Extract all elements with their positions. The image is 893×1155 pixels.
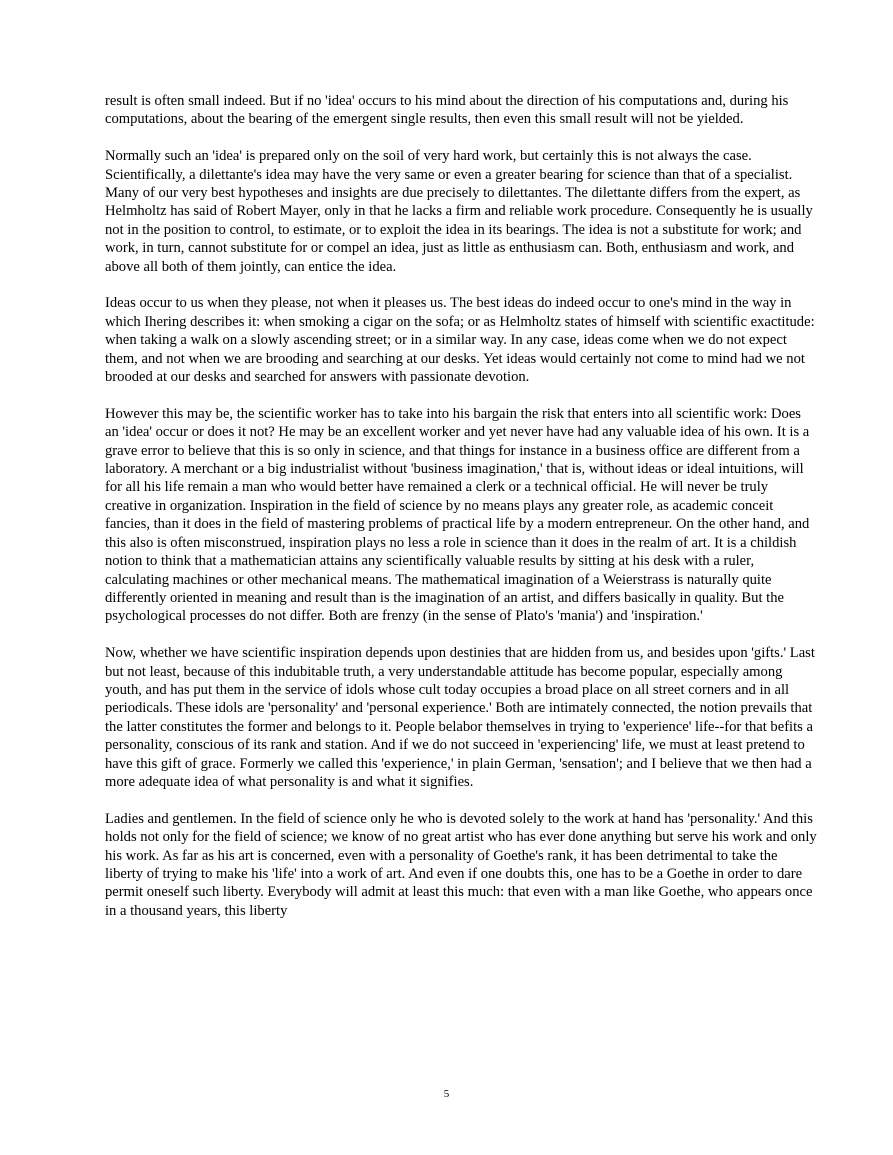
page-number: 5 [443,1088,450,1100]
paragraph-1: result is often small indeed. But if no 'idea' occurs to his mind about the direction of his computations and, during his computations, about the bearing of the emergent single results, then even this small result will not be yielded. [105,93,789,128]
document-body [105,92,817,939]
paragraph-6: Ladies and gentlemen. In the field of science only he who is devoted solely to the work at hand has 'personality.' And this holds not only for the field of science; we know of no great artist who has ever done anything but serve his work and only his work. As far as his art is concerned, even with a personality of Goethe's rank, it has been detrimental to take the liberty of trying to make his 'life' into a work of art. And even if one doubts this, one has to be a Goethe in order to dare permit oneself such liberty. Everybody will admit at least this much: that even with a man like Goethe, who appears once in a thousand years, this liberty [105,810,817,919]
paragraph-4: However this may be, the scientific worker has to take into his bargain the risk that enters into all scientific work: Does an 'idea' occur or does it not? He may be an excellent worker and yet never have had any valuable idea of his own. It is a grave error to believe that this is so only in science, and that things for instance in a business office are different from a laboratory. A merchant or a big industrialist without 'business imagination,' that is, without ideas or ideal intuitions, will for all his life remain a man who would better have remained a clerk or a technical official. He will never be truly creative in organization. Inspiration in the field of science by no means plays any greater role, as academic conceit fancies, than it does in the field of mastering problems of practical life by a modern entrepreneur. On the other hand, and this also is often misconstrued, inspiration plays no less a role in science than it does in the realm of art. It is a childish notion to think that a mathematician attains any scientifically valuable results by sitting at his desk with a ruler, calculating machines or other mechanical means. The mathematical imagination of a Weierstrass is naturally quite differently oriented in meaning and result than is the imagination of an artist, and differs basically in quality. But the psychological processes do not differ. Both are frenzy (in the sense of Plato's 'mania') and 'inspiration.' [105,405,810,625]
paragraph-2: Normally such an 'idea' is prepared only on the soil of very hard work, but certainly this is not always the case. Scientifically, a dilettante's idea may have the very same or even a greater bearing for science than that of a specialist. Many of our very best hypotheses and insights are due precisely to dilettantes. The dilettante differs from the expert, as Helmholtz has said of Robert Mayer, only in that he lacks a firm and reliable work procedure. Consequently he is usually not in the position to control, to estimate, or to exploit the idea in its bearings. The idea is not a substitute for work; and work, in turn, cannot substitute for or compel an idea, just as little as enthusiasm can. Both, enthusiasm and work, and above all both of them jointly, can entice the idea. [105,148,813,275]
paragraph-5: Now, whether we have scientific inspiration depends upon destinies that are hidden from us, and besides upon 'gifts.' Last but not least, because of this indubitable truth, a very understandable attitude has become popular, especially among youth, and has put them in the service of idols whose cult today occupies a broad place on all street corners and in all periodicals. These idols are 'personality' and 'personal experience.' Both are intimately connected, the notion prevails that the latter constitutes the former and belongs to it. People belabor themselves in trying to 'experience' life--for that befits a personality, conscious of its rank and station. And if we do not succeed in 'experiencing' life, we must at least pretend to have this gift of grace. Formerly we called this 'experience,' in plain German, 'sensation'; and I believe that we then had a more adequate idea of what personality is and what it signifies. [105,645,815,790]
paragraph-3: Ideas occur to us when they please, not when it pleases us. The best ideas do indeed occur to one's mind in the way in which Ihering describes it: when smoking a cigar on the sofa; or as Helmholtz states of himself with scientific exactitude: when taking a walk on a slowly ascending street; or in a similar way. In any case, ideas come when we do not expect them, and not when we are brooding and searching at our desks. Yet ideas would certainly not come to mind had we not brooded at our desks and searched for answers with passionate devotion. [105,295,815,386]
